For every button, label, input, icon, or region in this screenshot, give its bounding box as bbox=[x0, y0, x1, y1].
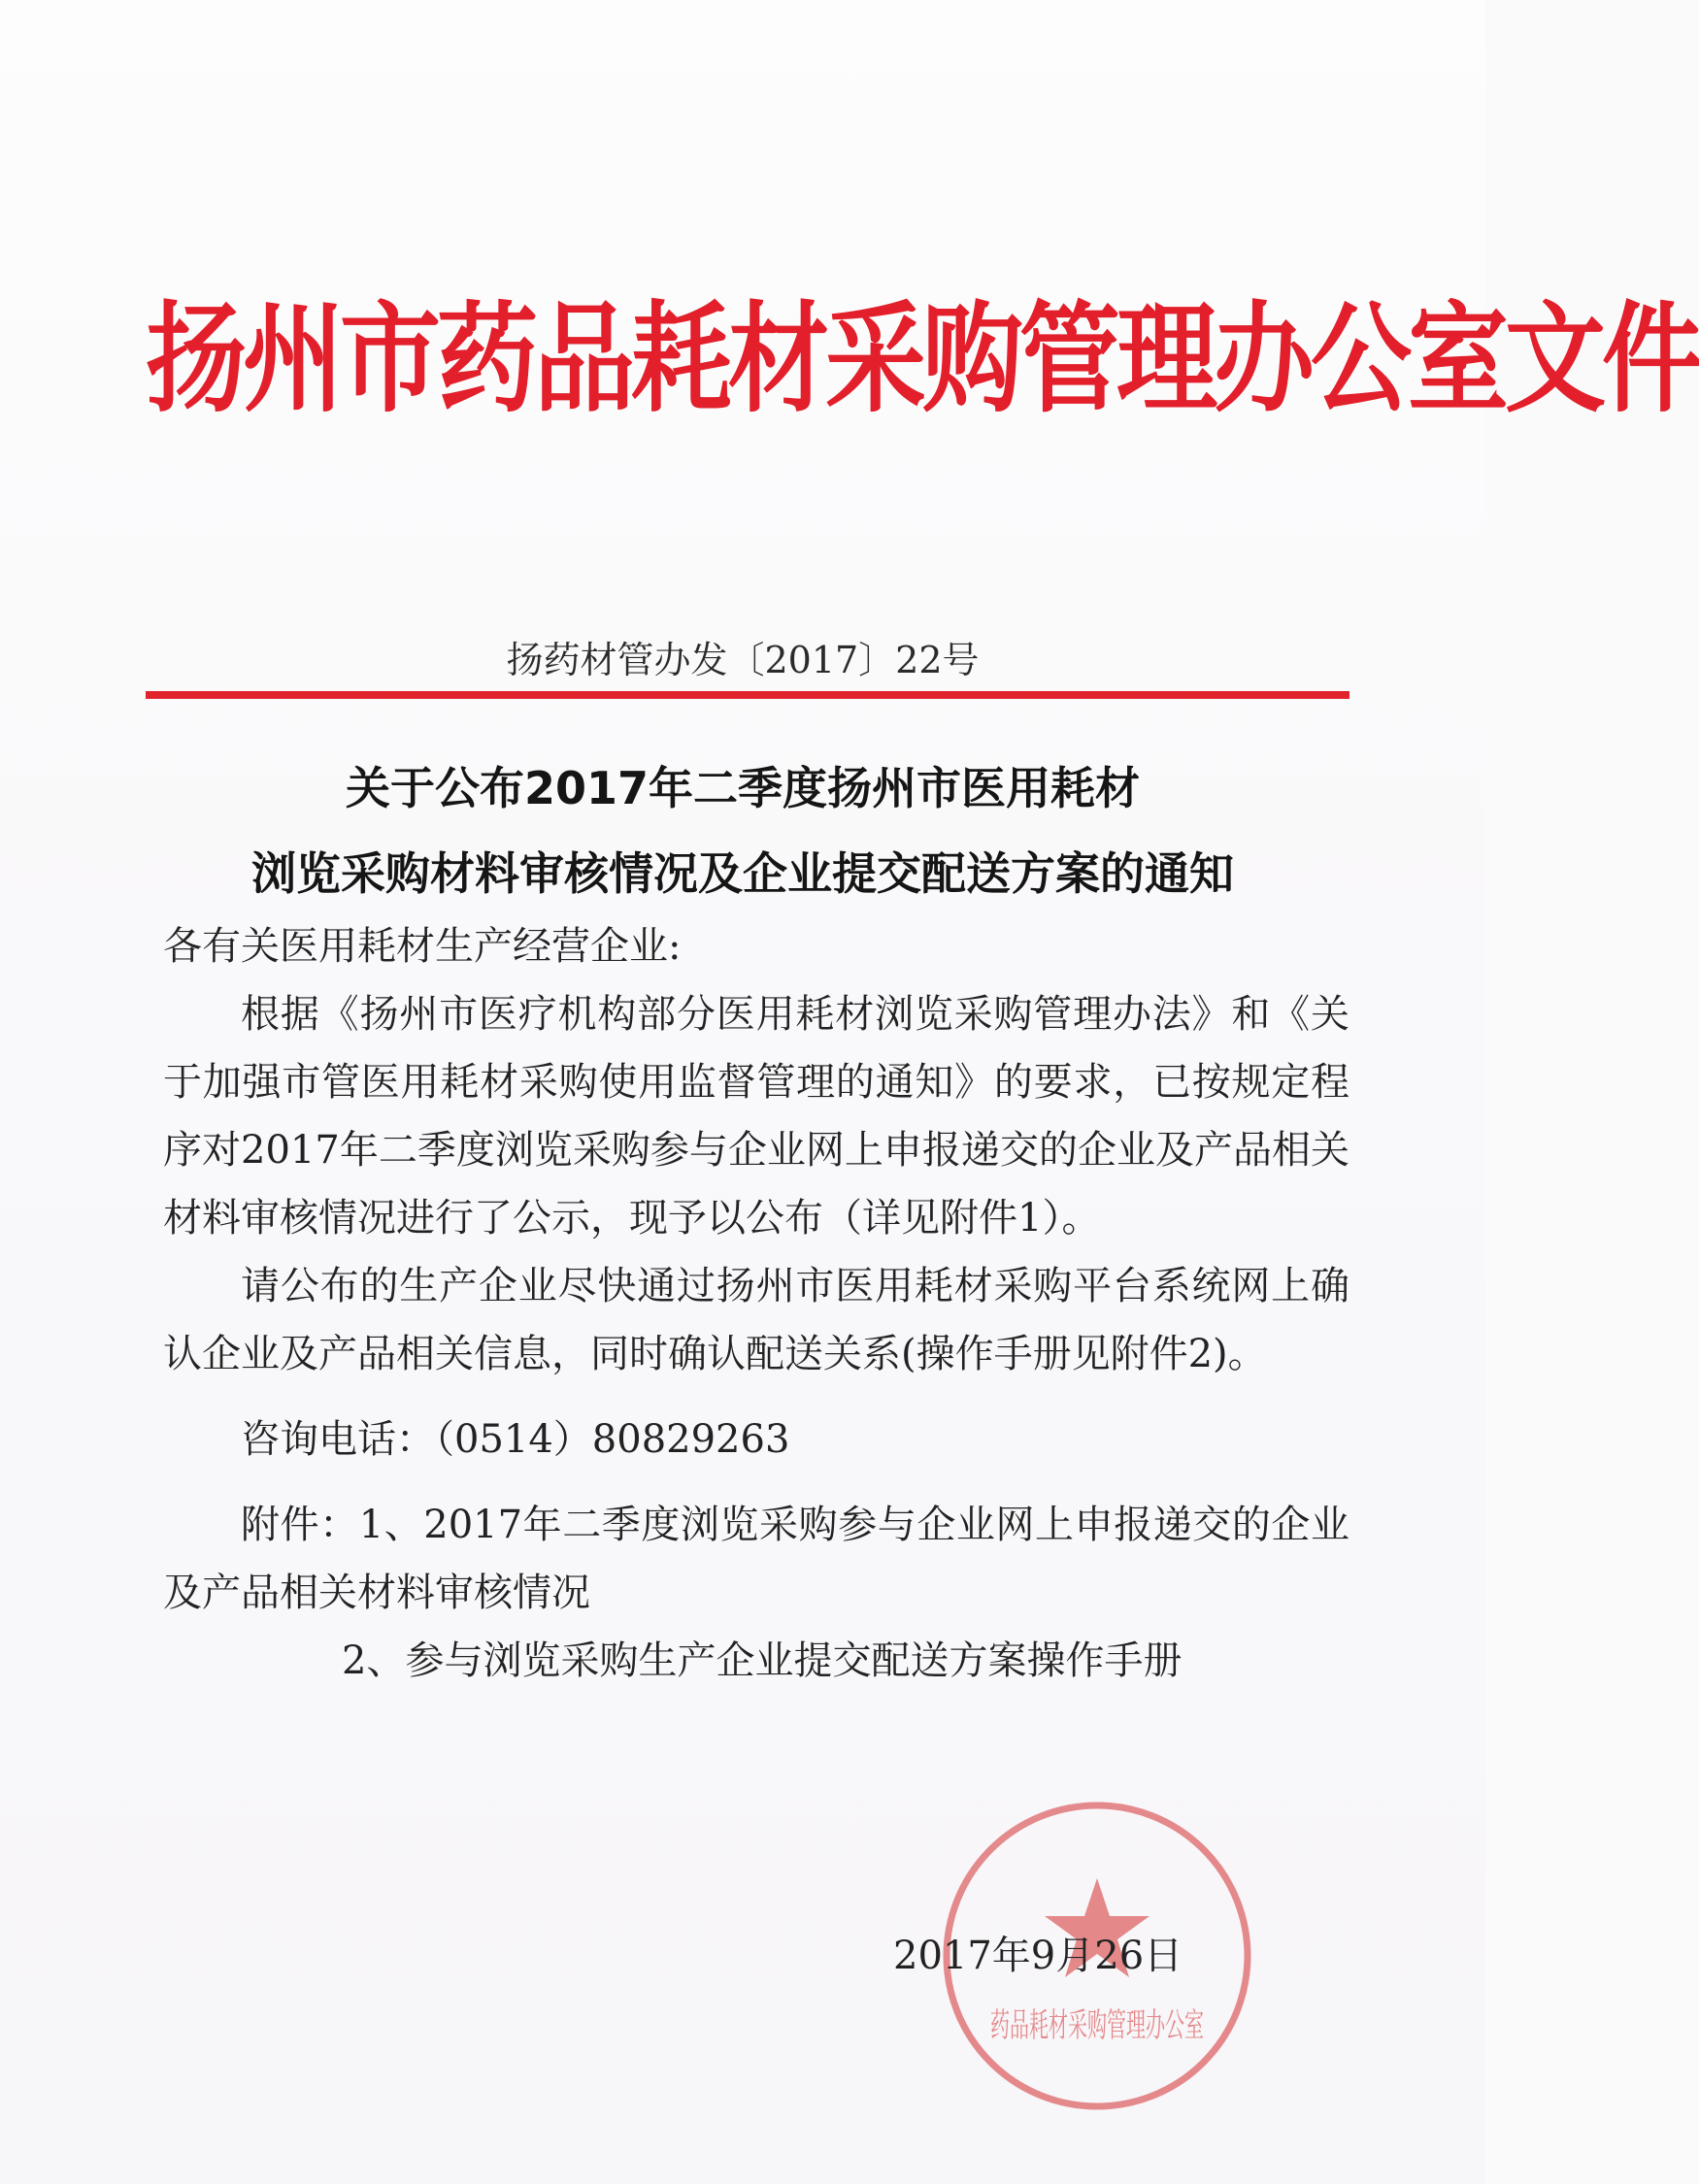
attachment-item-2: 2、参与浏览采购生产企业提交配送方案操作手册 bbox=[342, 1638, 1183, 1683]
notice-title-line-2: 浏览采购材料审核情况及企业提交配送方案的通知 bbox=[251, 847, 1234, 900]
salutation: 各有关医用耗材生产经营企业: bbox=[163, 924, 682, 969]
spacer bbox=[163, 1388, 1349, 1406]
org-header-title: 扬州市药品耗材采购管理办公室文件 bbox=[146, 289, 1699, 429]
body-paragraph-2: 请公布的生产企业尽快通过扬州市医用耗材采购平台系统网上确认企业及产品相关信息，同时确认配送关系(操作手册见附件2)。 bbox=[163, 1264, 1349, 1376]
issue-date: 2017年9月26日 bbox=[893, 1934, 1183, 1978]
body-paragraph-1: 根据《扬州市医疗机构部分医用耗材浏览采购管理办法》和《关于加强市管医用耗材采购使用监督管理的通知》的要求，已按规定程序对2017年二季度浏览采购参与企业网上申报递交的企业及产品相关材料审核情况进行了公示，现予以公布（详见附件1）。 bbox=[163, 992, 1349, 1241]
seal-inner-label: 药品耗材采购管理办公室 bbox=[990, 2006, 1204, 2045]
notice-body bbox=[163, 912, 1349, 1695]
document-number: 扬药材管办发〔2017〕22号 bbox=[506, 639, 980, 681]
red-divider-rule bbox=[146, 691, 1349, 699]
contact-phone: 咨询电话：（0514）80829263 bbox=[241, 1417, 790, 1462]
spacer bbox=[163, 1473, 1349, 1491]
attachment-item-1: 附件：1、2017年二季度浏览采购参与企业网上申报递交的企业及产品相关材料审核情况 bbox=[163, 1503, 1349, 1615]
notice-title-line-1: 关于公布2017年二季度扬州市医用耗材 bbox=[345, 762, 1141, 814]
notice-title bbox=[146, 745, 1340, 916]
